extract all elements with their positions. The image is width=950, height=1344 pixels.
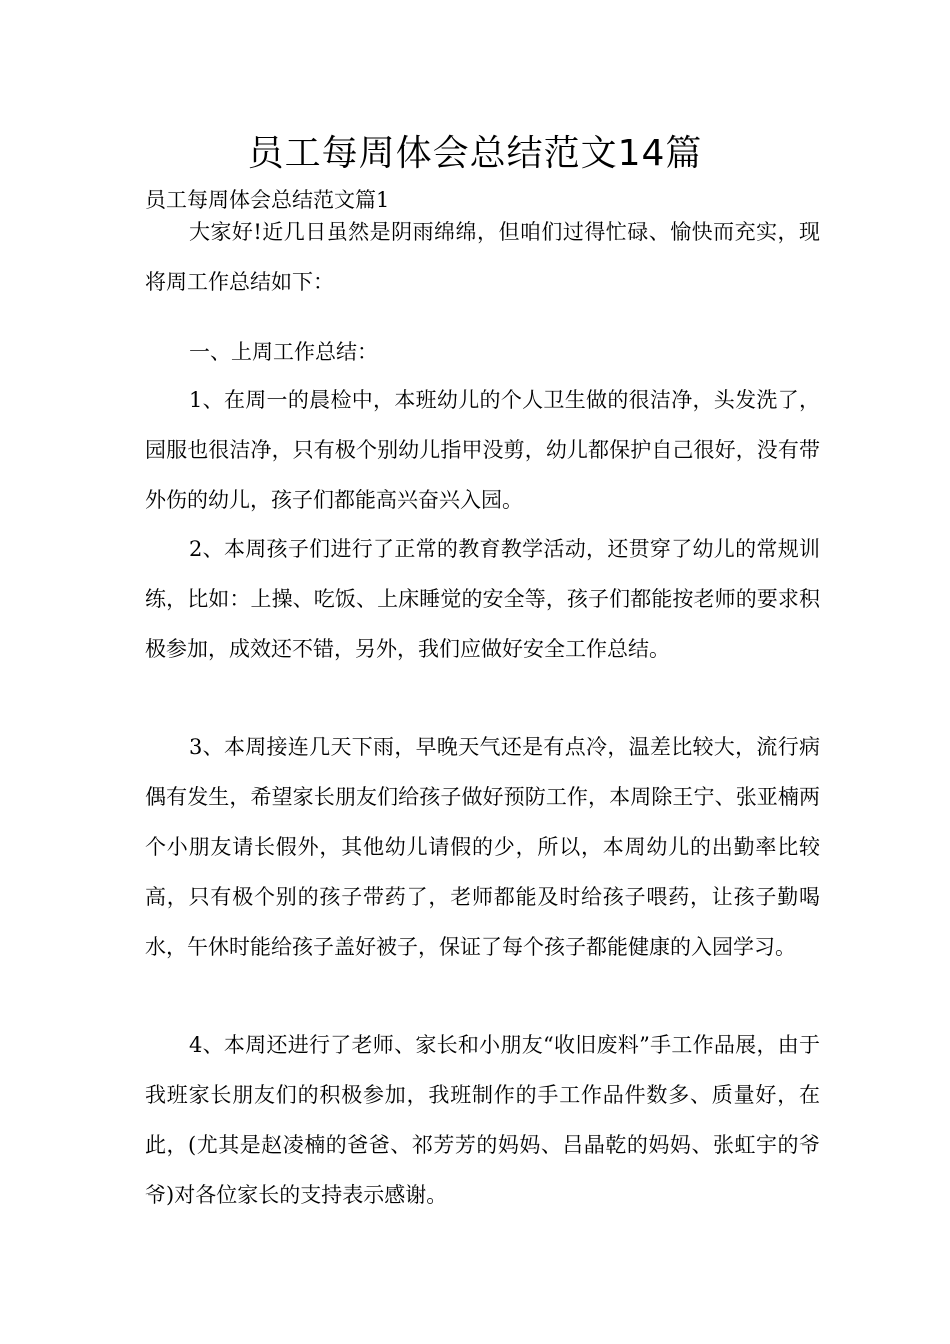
document-subtitle: 员工每周体会总结范文篇1 bbox=[145, 188, 390, 212]
paragraph-item-1: 1、在周一的晨检中，本班幼儿的个人卫生做的很洁净，头发洗了，园服也很洁净，只有极个别幼儿指甲没剪，幼儿都保护自己很好，没有带外伤的幼儿，孩子们都能高兴奋兴入园。 bbox=[145, 388, 820, 512]
paragraph-item-4: 4、本周还进行了老师、家长和小朋友“收旧废料”手工作品展，由于我班家长朋友们的积极参加，我班制作的手工作品件数多、质量好，在此，(尤其是赵凌楠的爸爸、祁芳芳的妈妈、吕晶乾的妈妈、张虹宇的爷爷)对各位家长的支持表示感谢。 bbox=[145, 1033, 820, 1207]
paragraph-section-heading: 一、上周工作总结： bbox=[189, 340, 378, 364]
document-title: 员工每周体会总结范文14篇 bbox=[247, 133, 703, 174]
paragraph-item-2: 2、本周孩子们进行了正常的教育教学活动，还贯穿了幼儿的常规训练，比如：上操、吃饭、上床睡觉的安全等，孩子们都能按老师的要求积极参加，成效还不错，另外，我们应做好安全工作总结。 bbox=[145, 537, 820, 661]
paragraph-item-3: 3、本周接连几天下雨，早晚天气还是有点冷，温差比较大，流行病偶有发生，希望家长朋友们给孩子做好预防工作，本周除王宁、张亚楠两个小朋友请长假外，其他幼儿请假的少，所以，本周幼儿的出勤率比较高，只有极个别的孩子带药了，老师都能及时给孩子喂药，让孩子勤喝水，午休时能给孩子盖好被子，保证了每个孩子都能健康的入园学习。 bbox=[145, 735, 820, 959]
paragraph-greeting: 大家好!近几日虽然是阴雨绵绵，但咱们过得忙碌、愉快而充实，现将周工作总结如下： bbox=[145, 220, 820, 294]
